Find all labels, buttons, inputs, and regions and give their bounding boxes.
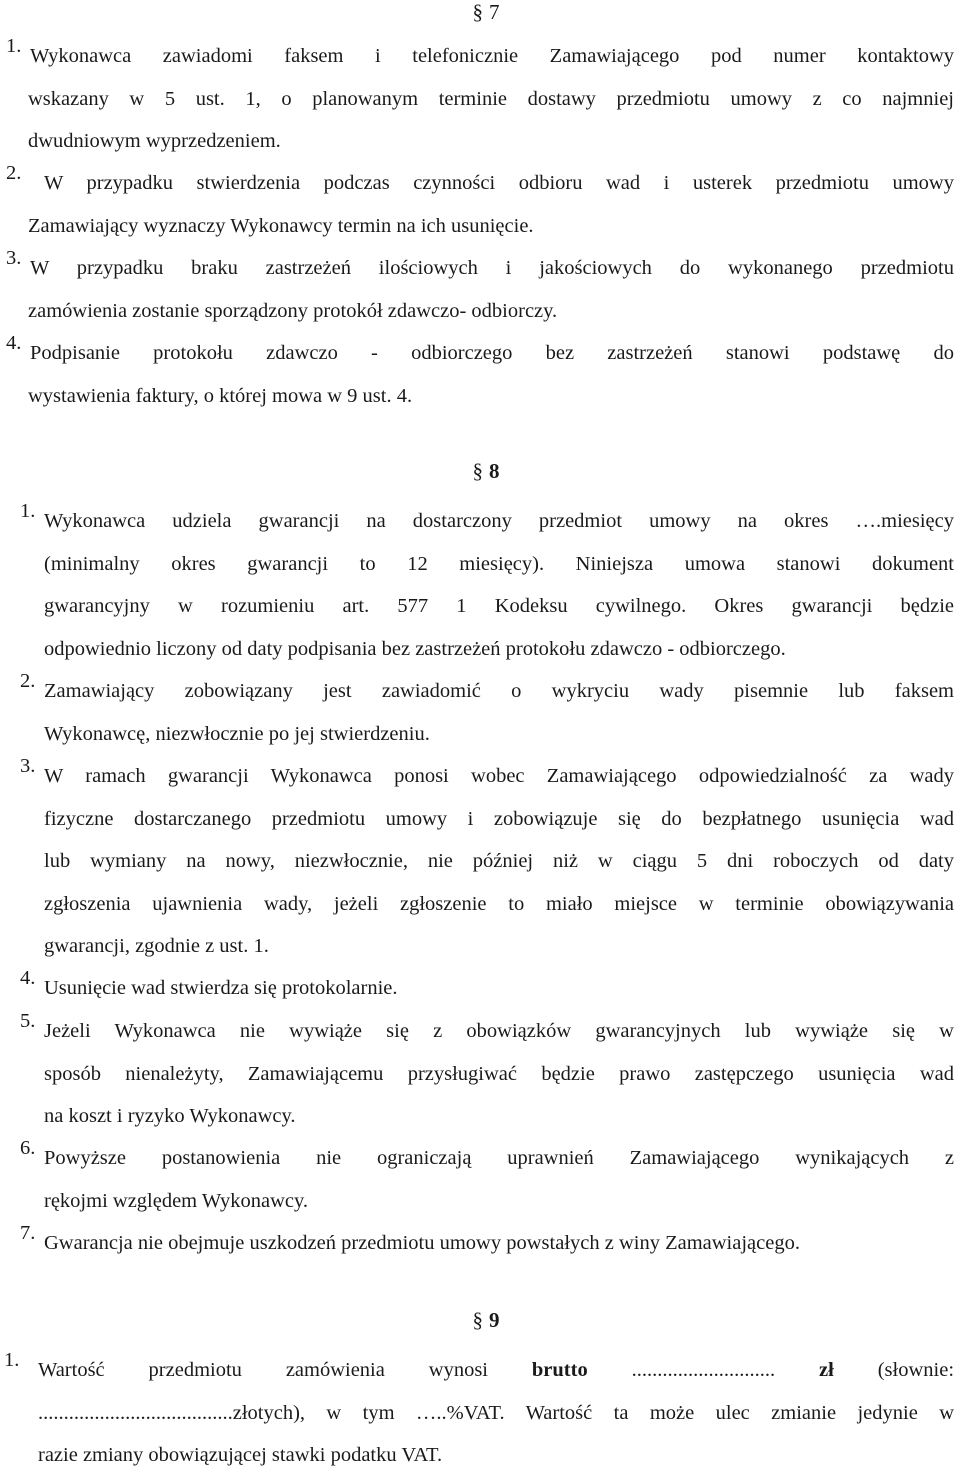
section-symbol: § <box>472 0 483 24</box>
text-line: Podpisanie protokołu zdawczo - odbiorczego bez zastrzeżeń stanowi podstawę do <box>30 342 954 364</box>
text-line: W ramach gwarancji Wykonawca ponosi wobec Zamawiającego odpowiedzialność za wady <box>44 765 954 787</box>
text-line: na koszt i ryzyko Wykonawcy. <box>44 1105 296 1127</box>
item-number: 1. <box>4 1349 20 1371</box>
section-8-item-7 <box>20 1222 954 1265</box>
item-number: 4. <box>6 332 22 354</box>
text-line: W przypadku stwierdzenia podczas czynności odbioru wad i usterek przedmiotu umowy <box>44 172 954 194</box>
text-line: ......................................złotych), w tym …..%VAT. Wartość ta może ulec zmianie jedynie w <box>38 1401 954 1424</box>
section-9-heading: § 9 <box>472 1308 500 1332</box>
text-line: rękojmi względem Wykonawcy. <box>44 1189 309 1212</box>
item-number: 3. <box>6 247 22 269</box>
section-7-item-3 <box>6 247 954 332</box>
text-line: Zamawiający wyznaczy Wykonawcy termin na ich usunięcie. <box>28 214 534 237</box>
text-line: Wykonawca zawiadomi faksem i telefonicznie Zamawiającego pod numer kontaktowy <box>30 45 954 67</box>
item-number: 7. <box>20 1222 36 1244</box>
text-line: Powyższe postanowienia nie ograniczają uprawnień Zamawiającego wynikających z <box>44 1147 954 1169</box>
section-8-item-5 <box>20 1010 954 1138</box>
text-line: razie zmiany obowiązującej stawki podatku VAT. <box>38 1444 443 1466</box>
item-number: 1. <box>20 500 36 522</box>
text-line: W przypadku braku zastrzeżeń ilościowych i jakościowych do wykonanego przedmiotu <box>30 257 954 279</box>
section-8-item-4 <box>20 967 954 1010</box>
section-9-item-1 <box>4 1349 955 1477</box>
text-line: wskazany w 5 ust. 1, o planowanym terminie dostawy przedmiotu umowy z co najmniej <box>28 87 954 110</box>
section-symbol: § <box>472 1308 483 1332</box>
text-line: zgłoszenia ujawnienia wady, jeżeli zgłoszenie to miało miejsce w terminie obowiązywania <box>44 892 954 915</box>
text-line: fizyczne dostarczanego przedmiotu umowy i zobowiązuje się do bezpłatnego usunięcia wad <box>44 807 954 830</box>
text-line: lub wymiany na nowy, niezwłocznie, nie później niż w ciągu 5 dni roboczych od daty <box>44 850 954 872</box>
item-number: 2. <box>6 162 22 184</box>
text-line: sposób nienależyty, Zamawiającemu przysługiwać będzie prawo zastępczego usunięcia wad <box>44 1062 954 1085</box>
text-line: Gwarancja nie obejmuje uszkodzeń przedmiotu umowy powstałych z winy Zamawiającego. <box>44 1232 800 1254</box>
currency-label: zł <box>819 1359 834 1381</box>
text-line: Wykonawca udziela gwarancji na dostarczony przedmiot umowy na okres ….miesięcy <box>44 510 954 532</box>
text-line: Jeżeli Wykonawca nie wywiąże się z obowiązków gwarancyjnych lub wywiąże się w <box>44 1020 954 1042</box>
text-line: zamówienia zostanie sporządzony protokół zdawczo- odbiorczy. <box>28 299 558 322</box>
section-7-item-2 <box>6 162 954 247</box>
text-line: gwarancyjny w rozumieniu art. 577 1 Kodeksu cywilnego. Okres gwarancji będzie <box>44 595 954 617</box>
section-8-item-1 <box>20 500 954 670</box>
section-8-item-2 <box>20 670 954 755</box>
text-line: Zamawiający zobowiązany jest zawiadomić o wykryciu wady pisemnie lub faksem <box>44 680 954 702</box>
text-line: (minimalny okres gwarancji to 12 miesięcy). Niniejsza umowa stanowi dokument <box>44 552 954 575</box>
section-7-item-1 <box>6 35 954 163</box>
item-number: 1. <box>6 35 22 57</box>
text-line: wystawienia faktury, o której mowa w 9 ust. 4. <box>28 384 413 407</box>
section-7-heading: § 7 <box>472 0 500 24</box>
text-line: Usunięcie wad stwierdza się protokolarnie. <box>44 977 398 999</box>
item-number: 2. <box>20 670 36 692</box>
item-number: 5. <box>20 1010 36 1032</box>
section-8-item-3 <box>20 755 954 968</box>
text-line: gwarancji, zgodnie z ust. 1. <box>44 935 269 957</box>
text-line: Wykonawcę, niezwłocznie po jej stwierdzeniu. <box>44 722 430 745</box>
text-line: Wartość przedmiotu zamówienia wynosi brutto ............................ zł (słownie: <box>38 1359 955 1381</box>
item-number: 4. <box>20 967 36 989</box>
section-8-heading: § 8 <box>472 459 500 483</box>
item-number: 6. <box>20 1137 36 1159</box>
section-7-item-4 <box>6 332 954 417</box>
section-8-item-6 <box>20 1137 954 1222</box>
text-line: odpowiednio liczony od daty podpisania bez zastrzeżeń protokołu zdawczo - odbiorczego. <box>44 637 786 660</box>
item-number: 3. <box>20 755 36 777</box>
brutto-label: brutto <box>531 1359 588 1381</box>
text-line: dwudniowym wyprzedzeniem. <box>28 130 281 152</box>
section-symbol: § <box>472 459 483 483</box>
